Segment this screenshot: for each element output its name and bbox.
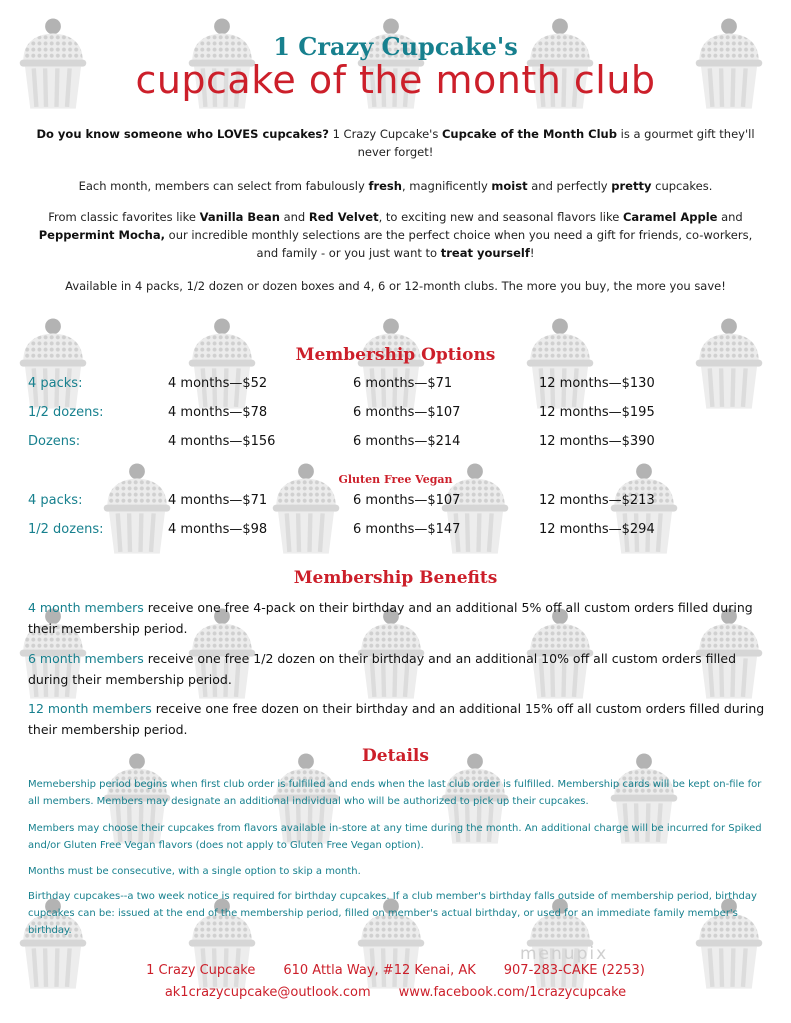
menupix-watermark: menupix	[520, 944, 609, 964]
row-label: 4 packs:	[28, 376, 83, 391]
footer-contact-line-2	[0, 985, 791, 1000]
price-row	[0, 434, 791, 454]
price-4-months: 4 months—$52	[168, 376, 268, 391]
footer-contact-line-1	[0, 963, 791, 978]
brand-name: 1 Crazy Cupcake's	[273, 32, 518, 61]
price-row	[0, 405, 791, 425]
page-title: cupcake of the month club	[135, 58, 656, 102]
membership-options-heading: Membership Options	[295, 345, 496, 365]
benefit-item: 4 month members receive one free 4-pack on their birthday and an additional 5% off all custom orders filled during their membership period.	[28, 600, 753, 636]
row-label: 1/2 dozens:	[28, 405, 104, 420]
price-4-months: 4 months—$98	[168, 522, 268, 537]
business-address: 610 Attla Way, #12 Kenai, AK	[283, 963, 476, 978]
price-row	[0, 522, 791, 542]
price-12-months: 12 months—$294	[539, 522, 655, 537]
benefit-item: 12 month members receive one free dozen on their birthday and an additional 15% off all custom orders filled during their membership period.	[28, 701, 765, 737]
price-6-months: 6 months—$147	[353, 522, 461, 537]
intro-paragraph-3: From classic favorites like Vanilla Bean and Red Velvet, to exciting new and seasonal flavors like Caramel Apple and Peppermint Mocha, our incredible monthly selections are the perfect choice when you need a gift for friends, co-workers, and family - or you just want to treat yourself!	[38, 210, 753, 260]
row-label: 4 packs:	[28, 493, 83, 508]
price-12-months: 12 months—$130	[539, 376, 655, 391]
price-row	[0, 376, 791, 396]
intro-paragraph-1: Do you know someone who LOVES cupcakes? 1 Crazy Cupcake's Cupcake of the Month Club is a gourmet gift they'll never forget!	[36, 127, 755, 159]
benefit-item: 6 month members receive one free 1/2 dozen on their birthday and an additional 10% off all custom orders filled during their membership period.	[28, 651, 737, 687]
price-6-months: 6 months—$107	[353, 405, 461, 420]
details-heading: Details	[362, 746, 429, 766]
price-12-months: 12 months—$195	[539, 405, 655, 420]
business-website: www.facebook.com/1crazycupcake	[398, 985, 627, 1000]
business-phone: 907-283-CAKE (2253)	[503, 963, 645, 978]
business-email: ak1crazycupcake@outlook.com	[164, 985, 371, 1000]
detail-item: Months must be consecutive, with a single option to skip a month.	[28, 866, 361, 877]
detail-item: Members may choose their cupcakes from flavors available in-store at any time during the month. An additional charge will be incurred for Spiked and/or Gluten Free Vegan flavors (does not apply to Gluten Free Vegan option).	[28, 823, 762, 851]
price-row	[0, 493, 791, 513]
price-4-months: 4 months—$78	[168, 405, 268, 420]
business-name: 1 Crazy Cupcake	[146, 963, 256, 978]
intro-paragraph-4: Available in 4 packs, 1/2 dozen or dozen boxes and 4, 6 or 12-month clubs. The more you buy, the more you save!	[65, 279, 726, 293]
price-4-months: 4 months—$156	[168, 434, 276, 449]
gluten-free-vegan-heading: Gluten Free Vegan	[338, 473, 453, 486]
price-6-months: 6 months—$71	[353, 376, 453, 391]
detail-item: Birthday cupcakes--a two week notice is required for birthday cupcakes. If a club member's birthday falls outside of membership period, birthday cupcakes can be: issued at the end of the membership period, filled on member's actual birthday, or used for an immediate family member's birthday.	[28, 891, 757, 936]
price-6-months: 6 months—$214	[353, 434, 461, 449]
price-12-months: 12 months—$390	[539, 434, 655, 449]
price-6-months: 6 months—$107	[353, 493, 461, 508]
detail-item: Memebership period begins when first club order is fulfilled and ends when the last club order is fulfilled. Membership cards will be kept on-file for all members. Members may designate an additional individual who will be authorized to pick up their cupcakes.	[28, 779, 762, 807]
price-12-months: 12 months—$213	[539, 493, 655, 508]
membership-benefits-heading: Membership Benefits	[293, 568, 498, 588]
row-label: Dozens:	[28, 434, 81, 449]
row-label: 1/2 dozens:	[28, 522, 104, 537]
price-4-months: 4 months—$71	[168, 493, 268, 508]
intro-paragraph-2: Each month, members can select from fabulously fresh, magnificently moist and perfectly pretty cupcakes.	[78, 179, 713, 193]
